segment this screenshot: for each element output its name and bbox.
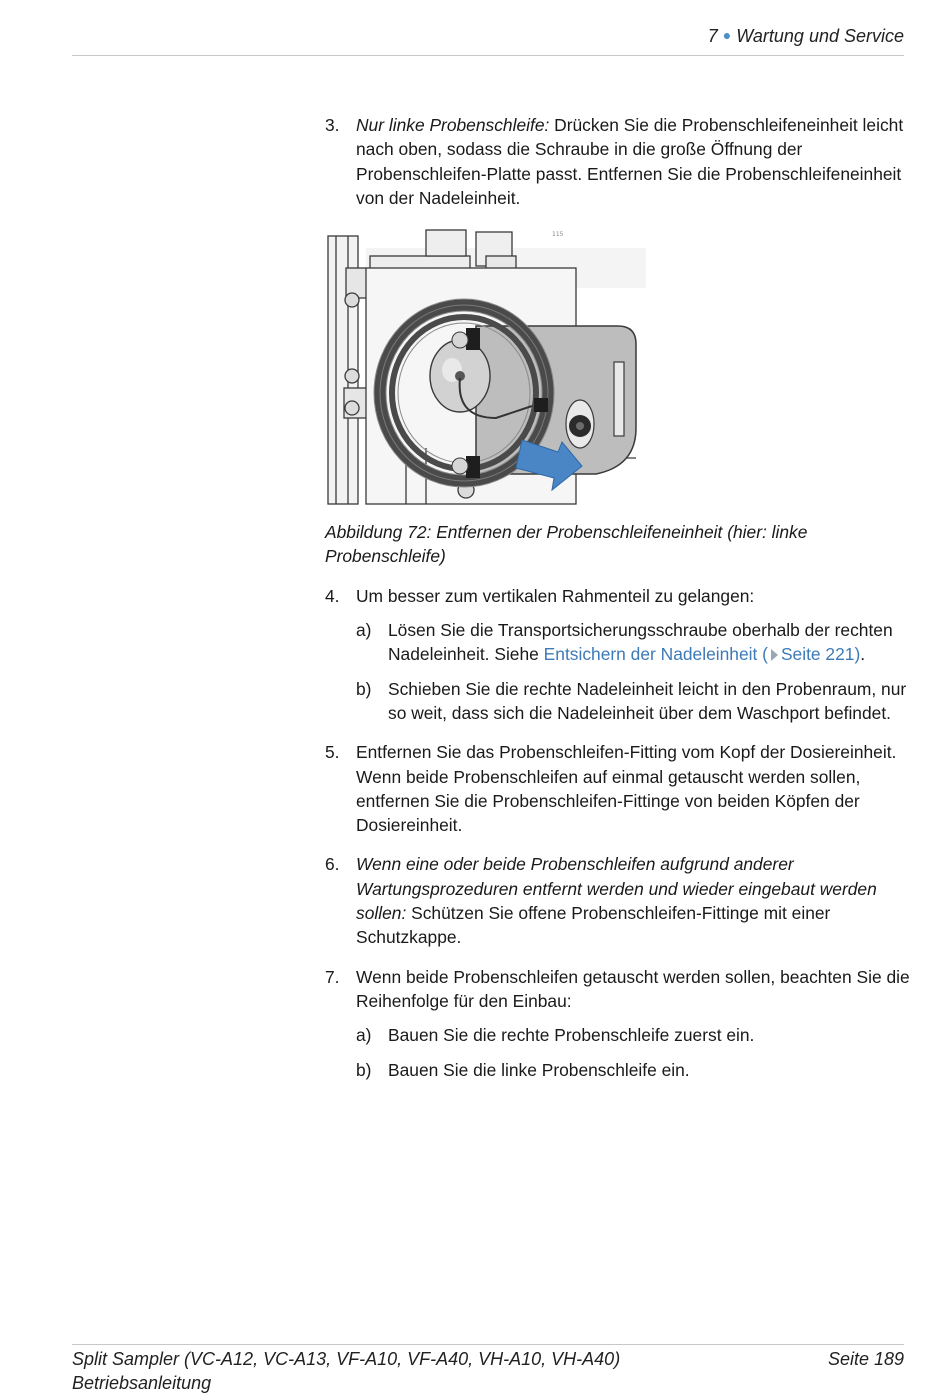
figure-caption: Abbildung 72: Entfernen der Probenschleifeneinheit (hier: linke Probenschleife)	[325, 522, 808, 567]
substep-text: Schieben Sie die rechte Nadeleinheit leicht in den Probenraum, nur so weit, dass sich die Nadeleinheit über dem Waschport befindet.	[388, 678, 907, 723]
chapter-title: Wartung und Service	[736, 26, 904, 46]
step-6	[325, 852, 910, 949]
page-footer	[72, 1344, 904, 1395]
step-7	[325, 965, 910, 1082]
step-text: Wenn beide Probenschleifen getauscht werden sollen, beachten Sie die Reihenfolge für den Einbau:	[356, 966, 910, 1011]
step-lead: Wenn eine oder beide Probenschleifen aufgrund anderer Wartungsprozeduren entfernt werden und wieder eingebaut werden sollen:	[356, 854, 877, 924]
footer-page-number: Seite 189	[827, 1349, 904, 1369]
step-text: Entfernen Sie das Probenschleifen-Fitting vom Kopf der Dosiereinheit.	[356, 742, 897, 763]
substep-text: Bauen Sie die rechte Probenschleife zuerst ein.	[388, 1025, 755, 1046]
substep-letter: b)	[356, 678, 372, 699]
step-number: 3.	[325, 115, 340, 135]
bullet-dot-icon: ●	[722, 27, 732, 43]
step-text: Drücken Sie die Probenschleifeneinheit leicht nach oben, sodass die Schraube in die große Öffnung der Probenschleifen-Platte passt. Entfernen Sie die Probenschleifeneinheit von der Nadeleinheit.	[356, 115, 904, 208]
sample-loop-illustration	[326, 228, 646, 506]
substep-4b	[356, 677, 910, 726]
substep-4a: a) Lösen Sie die Transportsicherungsschraube oberhalb der rechten Nadeleinheit. Siehe Entsichern der Nadeleinheit ( Seite 221).	[356, 620, 893, 665]
substep-letter: b)	[356, 1059, 372, 1080]
footer-doc-type: Betriebsanleitung	[72, 1373, 212, 1393]
figure-sample-loop-removal	[326, 228, 646, 506]
svg-text:115: 115	[552, 231, 564, 239]
substep-letter: a)	[356, 1025, 372, 1046]
page-arrow-icon	[771, 649, 778, 661]
step-text: Um besser zum vertikalen Rahmenteil zu gelangen:	[356, 585, 755, 606]
substep-text: Bauen Sie die linke Probenschleife ein.	[388, 1059, 690, 1080]
substep-7a	[356, 1023, 910, 1047]
footer-product: Split Sampler (VC-A12, VC-A13, VF-A10, VF-A40, VH-A10, VH-A40)	[72, 1349, 621, 1369]
page-header	[72, 26, 904, 56]
step-4	[325, 584, 910, 725]
main-content	[325, 113, 910, 1097]
step-number: 5.	[325, 742, 340, 763]
step-lead: Nur linke Probenschleife:	[356, 115, 550, 135]
step-3	[325, 113, 910, 210]
substep-letter: a)	[356, 620, 372, 641]
step-text: Schützen Sie offene Probenschleifen-Fittinge mit einer Schutzkappe.	[356, 903, 831, 948]
substep-7b	[356, 1058, 910, 1082]
step-number: 6.	[325, 854, 340, 875]
step-5	[325, 740, 910, 837]
step-note: Wenn beide Probenschleifen auf einmal getauscht werden sollen, entfernen Sie die Probenschleifen-Fittinge von beiden Köpfen der Dosiereinheit.	[356, 766, 861, 836]
step-number: 7.	[325, 966, 340, 987]
cross-reference-link[interactable]: Entsichern der Nadeleinheit ( Seite 221)	[543, 644, 861, 665]
step-number: 4.	[325, 585, 340, 606]
chapter-number: 7	[707, 26, 718, 46]
substep-text: Lösen Sie die Transportsicherungsschraube oberhalb der rechten Nadeleinheit. Siehe	[388, 620, 893, 665]
